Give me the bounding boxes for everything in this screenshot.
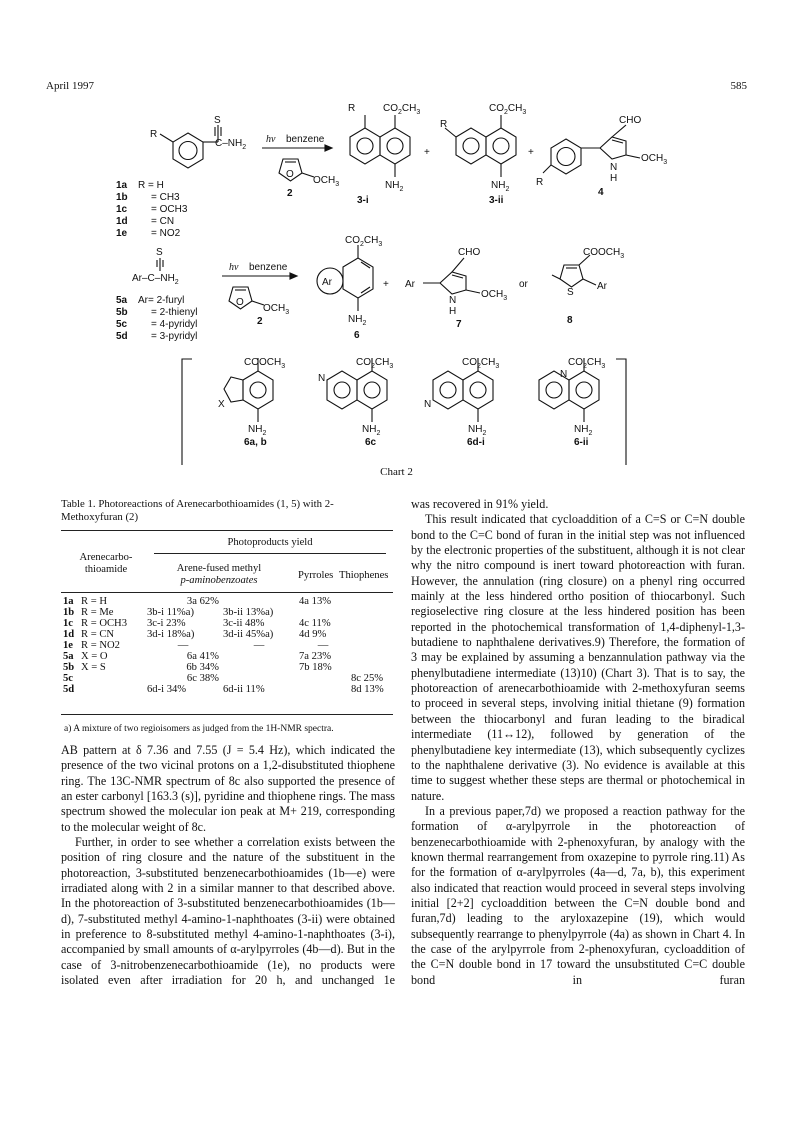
- table-row: [61, 662, 393, 673]
- paragraph: In a previous paper,7d) we proposed a reaction pathway for the formation of α-arylpyrrole in the photoreaction of benzenecarbothioamide with 2-phenoxyfuran, by analogy with the known thermal rearrangement from oxazepine to pyrrole ring.11) As for the formation of α-arylpyrroles (4a—d, 7a, b), this experiment also indicated that reaction would proceed in several steps involving initial [2+2] cycloaddition between the C=N double bond and furan,7d) leading to the aryloxazepine (19), which would subsequently rearrange to phenylpyrrole (4a) as shown in Chart 4. In the case of the arylpyrrole from 2-phenoxyfuran, cycloaddition of the C=N double bond in 17 toward the unsubstituted C=C double bond in furan: [411, 803, 745, 987]
- label-6ii-nh2: $NH_2$: [574, 424, 593, 437]
- label-6ab-cooch3: $COOCH_3$: [244, 357, 286, 370]
- label-6ab-x: X: [218, 399, 225, 410]
- label-s: S: [214, 115, 221, 126]
- arylpyrrole-4-structure: [543, 125, 640, 174]
- cell: 8d 13%: [351, 684, 384, 695]
- sub-id: 5d: [116, 331, 128, 342]
- cell: [349, 629, 393, 640]
- label-furan-och3: $OCH_3$: [313, 175, 340, 188]
- cell: 5c: [63, 673, 73, 684]
- label-8: 8: [567, 315, 573, 326]
- col2-header-line1: Arene-fused methyl: [176, 563, 262, 574]
- label-4-h: H: [610, 173, 618, 184]
- label-6-ar: Ar: [322, 277, 332, 288]
- plus-3: +: [383, 279, 389, 290]
- table-row: [61, 607, 393, 618]
- cell: [297, 684, 349, 695]
- label-ar-c-nh2: $Ar-C-NH_2$: [132, 273, 179, 286]
- sub-id: 1a: [116, 180, 128, 191]
- paragraph: was recovered in 91% yield.: [411, 497, 549, 511]
- sub-val: = 4-pyridyl: [151, 319, 198, 330]
- label-6di-nh2: $NH_2$: [468, 424, 487, 437]
- thioamide-1-structure: [160, 125, 221, 168]
- label-6c-n: N: [318, 373, 326, 384]
- sub-id: 5a: [116, 295, 128, 306]
- label-6-co2ch3: $CO_2CH_3$: [345, 235, 383, 248]
- cell: 6b 34%: [186, 662, 219, 673]
- label-cnh2: $C-NH_2$: [215, 138, 247, 151]
- cell: [79, 684, 145, 695]
- label-5-s: S: [156, 247, 163, 258]
- table-row: [61, 673, 393, 684]
- cell: —: [177, 640, 189, 651]
- cell: 1e: [63, 640, 73, 651]
- label-6di-n: N: [424, 399, 432, 410]
- label-7-cho: CHO: [458, 247, 481, 258]
- cell: R = NO2: [81, 640, 120, 651]
- cell: 3d-ii 45%a): [223, 629, 274, 640]
- running-header-date: April 1997: [46, 80, 94, 92]
- label-6ii-co2ch3: $CO_2CH_3$: [568, 357, 606, 370]
- cell: X = O: [81, 651, 108, 662]
- table-row: [61, 651, 393, 662]
- left-bracket: [182, 359, 192, 465]
- sub-val: = NO2: [151, 228, 181, 239]
- row2-substituent-list: [116, 295, 197, 342]
- label-4-och3: $OCH_3$: [641, 153, 668, 166]
- cell: 1c: [63, 618, 73, 629]
- plus-1: +: [424, 147, 430, 158]
- sub-id: 1e: [116, 228, 128, 239]
- cell: 3c-i 23%: [147, 618, 186, 629]
- table-row: [61, 684, 393, 695]
- label-6c-co2ch3: $CO_2CH_3$: [356, 357, 394, 370]
- paragraph: Further, in order to see whether a correlation exists between the position of ring closure and the nature of the substituent in the photoreaction, 3-substituted benzenecarbothioamides (1b—e) were irradiated along with 2 in a similar manner to that described above. In the photoreaction of 3-substituted benzenecarbothioamides (1b—d), 7-substituted methyl 4-amino-1-naphthoates (3-ii) were obtained in preference to 8-substituted methyl 4-amino-1-naphthoates (3-i), accompanied by small amounts of α-arylpyrroles (4b—d). But in the case of 3-nitrobenzenecarbothioamide (1e), no products were isolated even after irradiation for 20 h, and unchanged 1e: [61, 835, 395, 988]
- sub-val: = OCH3: [151, 204, 188, 215]
- cell: 5d: [63, 684, 75, 695]
- thiophene-8-structure: [552, 255, 596, 287]
- label-furan2-och3: $OCH_3$: [263, 303, 290, 316]
- sub-val: = CH3: [151, 192, 180, 203]
- table-bottom-rule: [61, 714, 393, 715]
- sub-id: 1c: [116, 204, 128, 215]
- cell: [349, 651, 393, 662]
- table-col2-header: [156, 563, 282, 587]
- label-6c: 6c: [365, 437, 377, 448]
- cell: [297, 607, 349, 618]
- cell: [349, 618, 393, 629]
- label-7-n: N: [449, 295, 457, 306]
- label-3ii-nh2: $NH_2$: [491, 180, 510, 193]
- cell: [221, 673, 297, 684]
- label-4-r: R: [536, 177, 544, 188]
- sub-id: 1d: [116, 216, 128, 227]
- cell: 4a 13%: [299, 596, 332, 607]
- right-bracket: [616, 359, 626, 465]
- label-4-n: N: [610, 162, 618, 173]
- label-compound-2b: 2: [257, 316, 263, 327]
- cell: [349, 640, 393, 651]
- cell: 3c-ii 48%: [223, 618, 265, 629]
- page-number: 585: [730, 80, 747, 92]
- col1-header-line2: thioamide: [84, 564, 128, 575]
- sub-val: = CN: [151, 216, 175, 227]
- cell: [349, 662, 393, 673]
- methoxyfuran-2-structure: [279, 159, 314, 181]
- cell: 3b-i 11%a): [147, 607, 194, 618]
- col1-header-line1: Arenecarbo-: [79, 552, 133, 563]
- sub-val: R = H: [138, 180, 164, 191]
- table-col4-header: Thiophenes: [339, 570, 389, 581]
- cell: X = S: [81, 662, 106, 673]
- cell: 1b: [63, 607, 75, 618]
- cell: R = CN: [81, 629, 115, 640]
- cell: 4d 9%: [299, 629, 327, 640]
- table-caption: Table 1. Photoreactions of Arenecarbothioamides (1, 5) with 2-Methoxyfuran (2): [61, 498, 334, 523]
- cell: [221, 651, 297, 662]
- label-6-nh2: $NH_2$: [348, 314, 367, 327]
- label-6: 6: [354, 330, 360, 341]
- right-column-text: [411, 497, 745, 988]
- label-7-h: H: [449, 306, 457, 317]
- cell: 6d-i 34%: [147, 684, 187, 695]
- paragraph: AB pattern at δ 7.36 and 7.55 (J = 5.4 Hz), which indicated the presence of the two vicinal protons on a 1,2-disubstituted thiophene ring. The 13C-NMR spectrum of 8c also supported the presence of an ester carbonyl [163.3 (s)], pyridine and thiophene rings. The mass spectrum showed the molecular ion peak at M+ 219, corresponding to the molecular weight of 8c.: [61, 743, 395, 834]
- plus-2: +: [528, 147, 534, 158]
- table-top-rule: [61, 530, 393, 531]
- cell: 1a: [63, 596, 74, 607]
- cell: 6d-ii 11%: [223, 684, 265, 695]
- cell: [79, 673, 145, 684]
- label-3i-r: R: [348, 103, 356, 114]
- paragraph: This result indicated that cycloaddition of a C=S or C=N double bond to the C=C bond of furan in the initial step was not influenced by the electronic properties of the substituent, although it is not clear why the nitro compound is inert toward photoreaction with furan. However, the annulation (ring closure) on a phenyl ring occurred mainly at the less hindered ortho position of thiocarbonyl. Such regioselective ring closure at the less hindered position has been reported in the photochemical transformation of 1,4-diphenyl-1,3-butadiene to naphthalene derivatives.9) Therefore, the formation of 3 may be explained by assuming a benzannulation pathway via the phenylbutadiene intermediate (13)10) (Chart 3). That is to say, the photoreaction of arenecarbothioamide with 2-methoxyfuran seems to proceed in several steps, involving initial thietane (9) formation between the thiocarbonyl and furan leading to the biradical intermediate (11↔12), followed by generation of the phenylbutadiene key intermediate (13), which subsequently cyclizes to the naphthalene derivative (3). No evidence is available at this time to suggest whether these steps are thermal or photochemical in nature.: [411, 512, 745, 803]
- sub-id: 1b: [116, 192, 128, 203]
- label-3ii-r: R: [440, 119, 448, 130]
- cell: [349, 596, 393, 607]
- arenethioamide-5-structure: [157, 258, 163, 271]
- label-furan2-o: O: [236, 297, 244, 308]
- table-col1-header: [61, 552, 151, 576]
- sub-val: = 2-thienyl: [151, 307, 198, 318]
- table-row: [61, 618, 393, 629]
- cell: —: [317, 640, 329, 651]
- label-6ii-n: N: [560, 369, 568, 380]
- label-7-ar: Ar: [405, 279, 415, 290]
- cell: 3a 62%: [186, 596, 219, 607]
- cell: 4c 11%: [299, 618, 331, 629]
- label-7-och3: $OCH_3$: [481, 289, 508, 302]
- label-hv: hν: [266, 134, 276, 145]
- label-3ii-co2ch3: $CO_2CH_3$: [489, 103, 527, 116]
- cell: 5a: [63, 651, 74, 662]
- naphthoate-3i-structure: [350, 115, 410, 177]
- sub-id: 5b: [116, 307, 128, 318]
- cell: —: [253, 640, 265, 651]
- cell: [349, 607, 393, 618]
- label-7: 7: [456, 319, 462, 330]
- cell: 7a 23%: [299, 651, 332, 662]
- label-6ii: 6-ii: [574, 437, 589, 448]
- table-group-header: Photoproducts yield: [227, 537, 313, 548]
- table-row: [61, 629, 393, 640]
- cell: 5b: [63, 662, 75, 673]
- row1-substituent-list: [116, 180, 188, 239]
- label-or: or: [519, 279, 528, 290]
- cell: [221, 596, 297, 607]
- label-r: R: [150, 129, 158, 140]
- sub-id: 5c: [116, 319, 128, 330]
- table-footnote: a) A mixture of two regioisomers as judged from the 1H-NMR spectra.: [64, 724, 334, 734]
- table-row: [61, 596, 393, 607]
- label-3i-nh2: $NH_2$: [385, 180, 404, 193]
- cell: 6c 38%: [186, 673, 219, 684]
- methoxyfuran-2b-structure: [229, 287, 264, 309]
- cell: [221, 662, 297, 673]
- chart-caption: Chart 2: [380, 466, 413, 478]
- label-3i-co2ch3: $CO_2CH_3$: [383, 103, 421, 116]
- table-group-rule: [154, 553, 386, 554]
- label-8-s: S: [567, 287, 574, 298]
- cell: 3d-i 18%a): [147, 629, 195, 640]
- cell: 6a 41%: [186, 651, 219, 662]
- table-row: [61, 640, 393, 651]
- cell: 1d: [63, 629, 75, 640]
- table-body: [61, 596, 393, 695]
- col2-header-line2: p-aminobenzoates: [180, 575, 258, 586]
- label-3i: 3-i: [357, 195, 369, 206]
- label-benzene: benzene: [286, 134, 325, 145]
- cell: R = H: [81, 596, 107, 607]
- label-compound-2: 2: [287, 188, 293, 199]
- label-6ab: 6a, b: [244, 437, 267, 448]
- cell: [297, 673, 349, 684]
- label-8-ar: Ar: [597, 281, 607, 292]
- table-header-rule: [61, 592, 393, 593]
- cell: 8c 25%: [351, 673, 384, 684]
- label-4: 4: [598, 187, 604, 198]
- label-benzene-2: benzene: [249, 262, 288, 273]
- naphthoate-3ii-structure: [445, 115, 516, 177]
- cell: R = Me: [81, 607, 114, 618]
- table-col3-header: Pyrroles: [298, 570, 334, 581]
- label-8-cooch3: $COOCH_3$: [583, 247, 625, 260]
- label-furan-o: O: [286, 169, 294, 180]
- label-6ab-nh2: $NH_2$: [248, 424, 267, 437]
- label-6di-co2ch3: $CO_2CH_3$: [462, 357, 500, 370]
- label-hv-2: hν: [229, 262, 239, 273]
- label-6c-nh2: $NH_2$: [362, 424, 381, 437]
- sub-val: Ar= 2-furyl: [138, 295, 185, 306]
- cell: 7b 18%: [299, 662, 332, 673]
- reaction-scheme-chart-2: [0, 95, 793, 465]
- label-4-cho: CHO: [619, 115, 642, 126]
- arylpyrrole-7-structure: [423, 258, 480, 294]
- label-3ii: 3-ii: [489, 195, 504, 206]
- cell: 3b-ii 13%a): [223, 607, 274, 618]
- left-column-text: [61, 743, 395, 989]
- cell: R = OCH3: [81, 618, 128, 629]
- sub-val: = 3-pyridyl: [151, 331, 198, 342]
- label-6di: 6d-i: [467, 437, 485, 448]
